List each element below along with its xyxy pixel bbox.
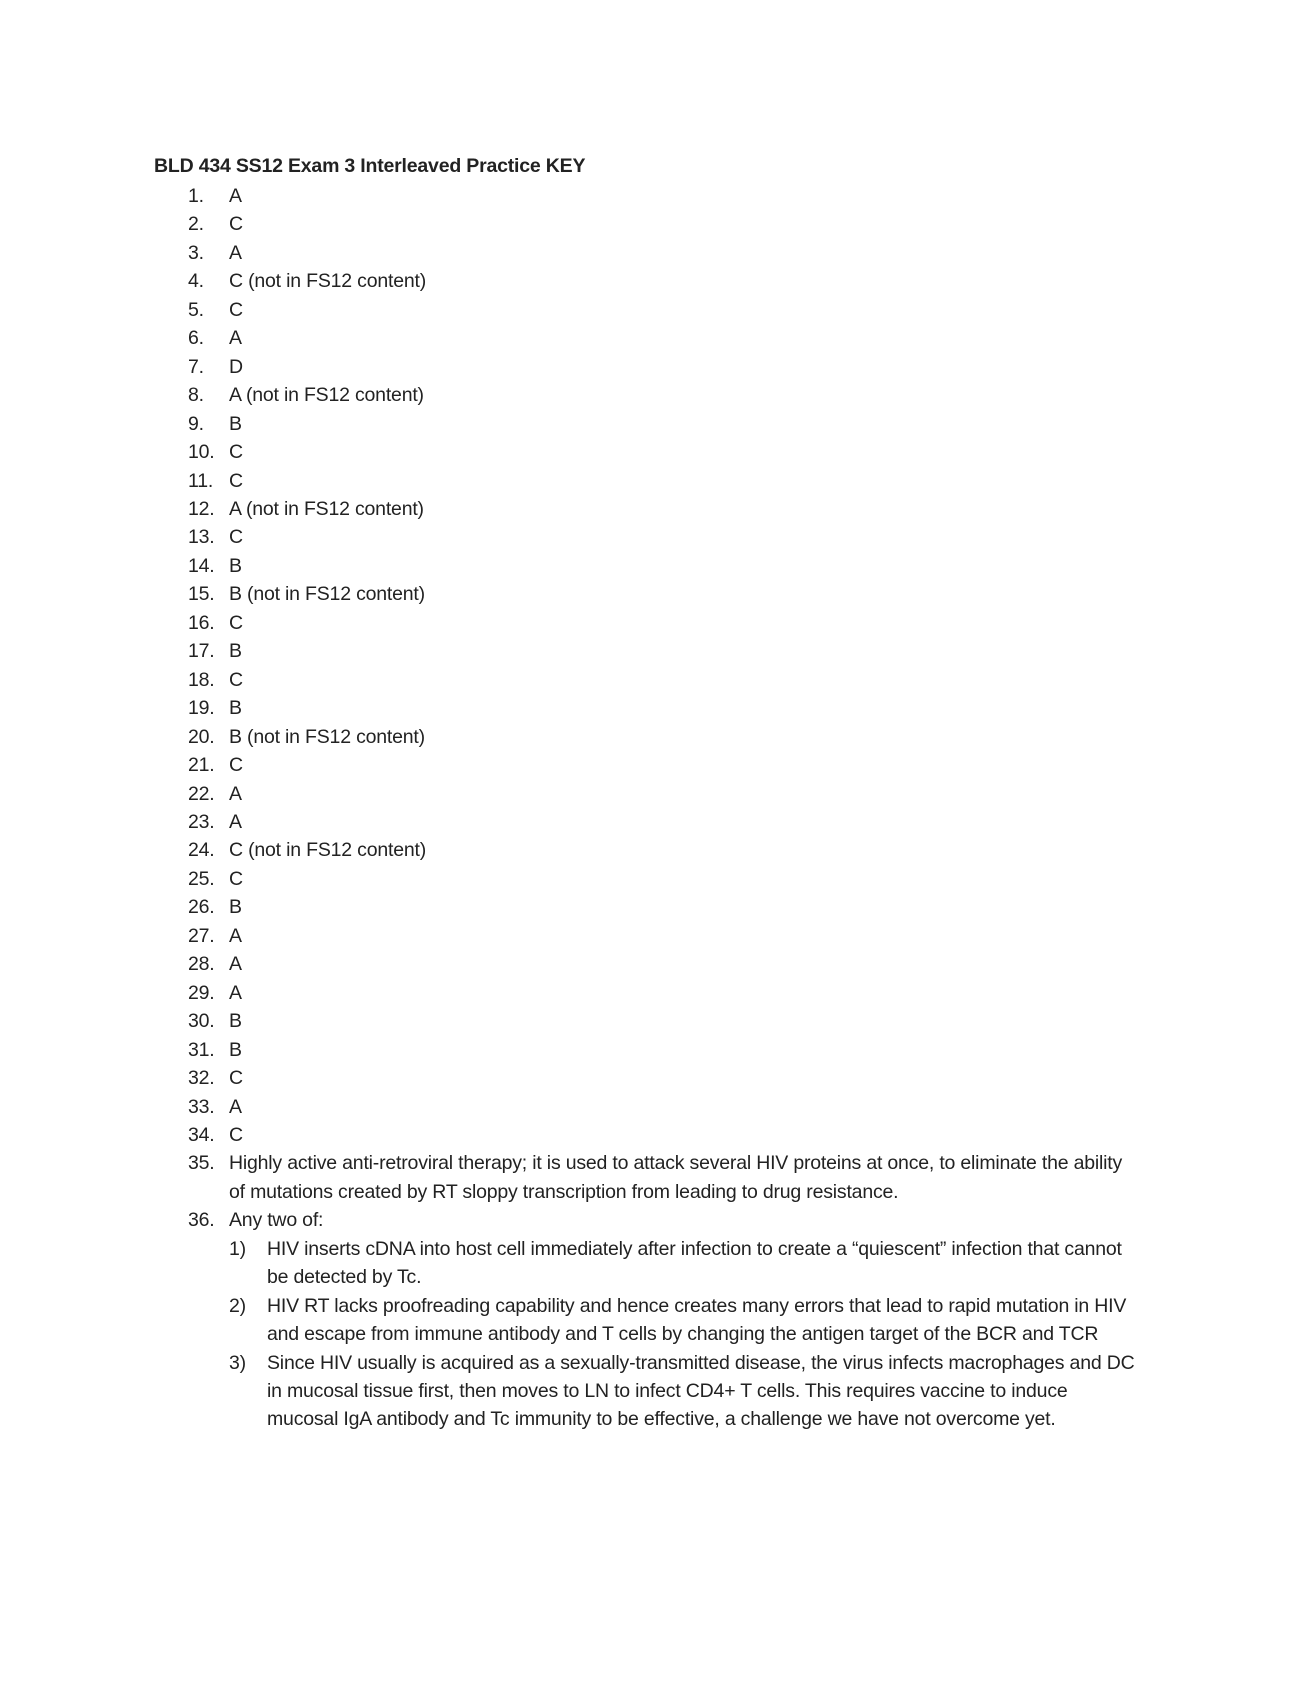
answer-item — [188, 922, 1138, 950]
answer-text: B — [229, 1010, 242, 1033]
answer-number: 24. — [188, 839, 215, 862]
answer-number: 6. — [188, 327, 204, 350]
answer-text: C — [229, 668, 243, 691]
answer-number: 31. — [188, 1038, 215, 1061]
answer-item — [188, 723, 1138, 751]
answer-item — [188, 865, 1138, 893]
answer-number: 8. — [188, 384, 204, 407]
answer-text: B — [229, 554, 242, 577]
answer-item — [188, 381, 1138, 409]
answer-number: 35. — [188, 1152, 215, 1175]
answer-number: 22. — [188, 782, 215, 805]
answer-text: C — [229, 526, 243, 549]
answer-number: 17. — [188, 640, 215, 663]
answer-number: 25. — [188, 867, 215, 890]
answer-number: 27. — [188, 924, 215, 947]
answer-text: C — [229, 469, 243, 492]
answer-item — [188, 267, 1138, 295]
answer-item — [188, 239, 1138, 267]
answer-item — [188, 808, 1138, 836]
answer-item-36 — [188, 1206, 1138, 1434]
answer-text: C — [229, 611, 243, 634]
answer-item — [188, 836, 1138, 864]
answer-number: 2. — [188, 213, 204, 236]
answer-item — [188, 523, 1138, 551]
sub-answer-text: HIV RT lacks proofreading capability and hence creates many errors that lead to rapid mutation in HIV and escape from immune antibody and T cells by changing the antigen target of the BCR and TCR — [267, 1294, 1127, 1346]
answer-item — [188, 438, 1138, 466]
answer-number: 1. — [188, 185, 204, 207]
answer-text: A — [229, 185, 242, 207]
answer-item — [188, 324, 1138, 352]
answer-number: 13. — [188, 526, 215, 549]
sub-answer-number: 2) — [229, 1294, 246, 1317]
answer-number: 11. — [188, 469, 214, 492]
answer-number: 29. — [188, 981, 215, 1004]
answer-text: C — [229, 298, 243, 321]
answer-number: 3. — [188, 241, 204, 264]
answer-text: C — [229, 1067, 243, 1090]
answer-number: 14. — [188, 554, 215, 577]
answer-text: A (not in FS12 content) — [229, 384, 424, 407]
answer-number: 28. — [188, 953, 215, 976]
answer-number: 16. — [188, 611, 215, 634]
answer-text: B — [229, 640, 242, 663]
answer-text: A — [229, 981, 242, 1004]
answer-item — [188, 893, 1138, 921]
answer-number: 32. — [188, 1067, 215, 1090]
answer-text: B — [229, 697, 242, 720]
answer-text: C (not in FS12 content) — [229, 270, 426, 293]
answer-number: 18. — [188, 668, 215, 691]
answer-item — [188, 1007, 1138, 1035]
answer-item — [188, 780, 1138, 808]
answer-text: C (not in FS12 content) — [229, 839, 426, 862]
answer-item — [188, 1093, 1138, 1121]
answer-item — [188, 296, 1138, 324]
sub-answer-number: 3) — [229, 1351, 246, 1374]
answer-text: A — [229, 953, 242, 976]
sub-answer-list — [229, 1235, 1138, 1434]
answer-text: C — [229, 441, 243, 464]
answer-text: C — [229, 867, 243, 890]
answer-text: A — [229, 1095, 242, 1118]
answer-number: 9. — [188, 412, 204, 435]
answer-number: 36. — [188, 1209, 215, 1232]
answer-item — [188, 580, 1138, 608]
sub-answer-number: 1) — [229, 1237, 246, 1260]
answer-item — [188, 410, 1138, 438]
answer-number: 26. — [188, 896, 215, 919]
answer-item — [188, 950, 1138, 978]
answer-item — [188, 467, 1138, 495]
answer-number: 19. — [188, 697, 215, 720]
answer-item — [188, 666, 1138, 694]
answer-item — [188, 210, 1138, 238]
answer-text: B — [229, 896, 242, 919]
sub-answer-item — [229, 1292, 1137, 1349]
answer-item — [188, 495, 1138, 523]
answer-item — [188, 751, 1138, 779]
answer-text: C — [229, 754, 243, 777]
answer-text: B (not in FS12 content) — [229, 583, 425, 606]
answer-text: B (not in FS12 content) — [229, 725, 425, 748]
answer-number: 15. — [188, 583, 215, 606]
answer-number: 5. — [188, 298, 204, 321]
answer-item — [188, 1121, 1138, 1149]
answer-text: A — [229, 241, 242, 264]
answer-item — [188, 979, 1138, 1007]
answer-number: 7. — [188, 355, 204, 378]
answer-number: 23. — [188, 810, 215, 833]
answer-number: 30. — [188, 1010, 215, 1033]
answer-key-list — [188, 182, 1138, 1434]
answer-number: 34. — [188, 1123, 215, 1146]
answer-item — [188, 694, 1138, 722]
sub-answer-item — [229, 1235, 1137, 1292]
answer-text: A (not in FS12 content) — [229, 497, 424, 520]
answer-text: A — [229, 924, 242, 947]
answer-number: 4. — [188, 270, 204, 293]
answer-item — [188, 353, 1138, 381]
answer-item — [188, 637, 1138, 665]
answer-number: 10. — [188, 441, 215, 464]
answer-text: B — [229, 412, 242, 435]
answer-text: B — [229, 1038, 242, 1061]
answer-item — [188, 1064, 1138, 1092]
answer-item — [188, 609, 1138, 637]
answer-text: A — [229, 782, 242, 805]
answer-text: A — [229, 810, 242, 833]
document-title: BLD 434 SS12 Exam 3 Interleaved Practice KEY — [154, 155, 586, 177]
answer-number: 21. — [188, 754, 215, 777]
answer-item — [188, 552, 1138, 580]
answer-text: C — [229, 213, 243, 236]
answer-text: A — [229, 327, 242, 350]
answer-number: 20. — [188, 725, 215, 748]
answer-item — [188, 182, 1138, 210]
sub-answer-item — [229, 1349, 1137, 1434]
answer-text: D — [229, 355, 243, 378]
answer-number: 33. — [188, 1095, 215, 1118]
answer-text-haart: Highly active anti-retroviral therapy; it is used to attack several HIV proteins at once, to eliminate the ability of mutations created by RT sloppy transcription from leading to drug resistance. — [229, 1152, 1123, 1203]
answer-item-35 — [188, 1149, 1138, 1206]
sub-answer-text: Since HIV usually is acquired as a sexually-transmitted disease, the virus infects macrophages and DC in mucosal tissue first, then moves to LN to infect CD4+ T cells. This requires vaccine to induce mucosal IgA antibody and Tc immunity to be effective, a challenge we have not overcome yet. — [267, 1351, 1135, 1431]
answer-item — [188, 1036, 1138, 1064]
sub-answer-text: HIV inserts cDNA into host cell immediately after infection to create a “quiescent” infection that cannot be detected by Tc. — [267, 1237, 1122, 1289]
answer-intro: Any two of: — [229, 1209, 324, 1232]
answer-text: C — [229, 1123, 243, 1146]
answer-number: 12. — [188, 497, 215, 520]
